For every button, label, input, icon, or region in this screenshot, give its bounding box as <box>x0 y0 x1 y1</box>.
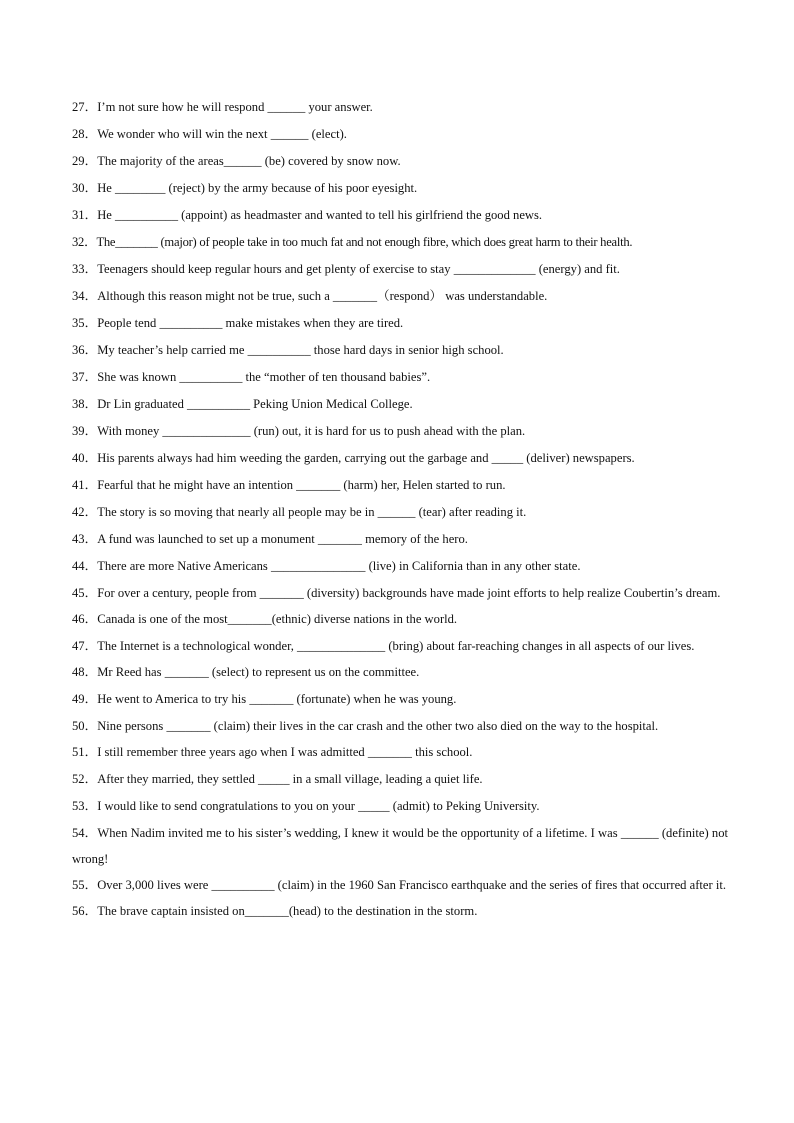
question-56 <box>72 898 728 925</box>
question-number: 32． <box>72 235 97 249</box>
question-number: 30． <box>72 181 98 195</box>
question-text: Mr Reed has _______ (select) to represent us on the committee. <box>97 665 420 679</box>
question-51 <box>72 739 728 766</box>
question-text: We wonder who will win the next ______ (elect). <box>97 127 347 141</box>
question-number: 43． <box>72 532 98 546</box>
question-number: 42． <box>72 505 98 519</box>
question-number: 38． <box>72 397 98 411</box>
question-text: I still remember three years ago when I was admitted _______ this school. <box>97 745 473 759</box>
question-number: 27． <box>72 100 98 114</box>
question-49 <box>72 686 728 713</box>
question-46 <box>72 606 728 633</box>
question-33 <box>72 256 728 283</box>
question-text: For over a century, people from _______ (diversity) backgrounds have made joint efforts to help realize Coubertin’s dream. <box>97 586 721 600</box>
question-number: 44． <box>72 559 98 573</box>
question-53 <box>72 793 728 820</box>
question-text: With money ______________ (run) out, it is hard for us to push ahead with the plan. <box>97 424 526 438</box>
question-38 <box>72 391 728 418</box>
question-number: 46． <box>72 612 98 626</box>
question-number: 51． <box>72 745 98 759</box>
worksheet-page <box>72 94 728 925</box>
question-54 <box>72 820 728 872</box>
question-text: Dr Lin graduated __________ Peking Union Medical College. <box>97 397 413 411</box>
question-number: 29． <box>72 154 98 168</box>
question-text: People tend __________ make mistakes when they are tired. <box>97 316 404 330</box>
question-number: 56． <box>72 904 98 918</box>
question-text: I’m not sure how he will respond ______ your answer. <box>97 100 373 114</box>
question-31 <box>72 202 728 229</box>
question-41 <box>72 472 728 499</box>
question-number: 37． <box>72 370 98 384</box>
question-number: 53． <box>72 799 98 813</box>
question-39 <box>72 418 728 445</box>
question-number: 31． <box>72 208 98 222</box>
question-text: The majority of the areas______ (be) covered by snow now. <box>97 154 401 168</box>
question-number: 34． <box>72 289 98 303</box>
question-number: 47． <box>72 639 98 653</box>
question-text: After they married, they settled _____ in a small village, leading a quiet life. <box>97 772 483 786</box>
question-number: 54． <box>72 826 98 840</box>
question-45 <box>72 580 728 606</box>
question-text: The brave captain insisted on_______(head) to the destination in the storm. <box>97 904 478 918</box>
question-text: A fund was launched to set up a monument _______ memory of the hero. <box>97 532 468 546</box>
question-number: 50． <box>72 719 98 733</box>
question-number: 28． <box>72 127 98 141</box>
question-text: The Internet is a technological wonder, ______________ (bring) about far-reaching changes in all aspects of our lives. <box>97 639 695 653</box>
question-47 <box>72 633 728 659</box>
question-number: 41． <box>72 478 98 492</box>
question-48 <box>72 659 728 686</box>
question-number: 49． <box>72 692 98 706</box>
question-text: He ________ (reject) by the army because of his poor eyesight. <box>97 181 418 195</box>
question-28 <box>72 121 728 148</box>
question-42 <box>72 499 728 526</box>
question-text: I would like to send congratulations to you on your _____ (admit) to Peking University. <box>97 799 540 813</box>
question-40 <box>72 445 728 472</box>
question-44 <box>72 553 728 580</box>
question-text: The story is so moving that nearly all people may be in ______ (tear) after reading it. <box>97 505 527 519</box>
question-text: He went to America to try his _______ (fortunate) when he was young. <box>97 692 457 706</box>
question-text: Teenagers should keep regular hours and get plenty of exercise to stay _____________ (energy) and fit. <box>97 262 620 276</box>
question-text: The_______ (major) of people take in too much fat and not enough fibre, which does great harm to their health. <box>96 235 633 249</box>
question-number: 48． <box>72 665 98 679</box>
question-text: Over 3,000 lives were __________ (claim) in the 1960 San Francisco earthquake and the series of fires that occurred after it. <box>97 878 726 892</box>
question-50 <box>72 713 728 739</box>
question-52 <box>72 766 728 793</box>
question-27 <box>72 94 728 121</box>
question-43 <box>72 526 728 553</box>
question-text: Fearful that he might have an intention _______ (harm) her, Helen started to run. <box>97 478 506 492</box>
question-30 <box>72 175 728 202</box>
question-29 <box>72 148 728 175</box>
question-number: 33． <box>72 262 98 276</box>
question-number: 35． <box>72 316 98 330</box>
question-55 <box>72 872 728 898</box>
question-37 <box>72 364 728 391</box>
question-text: My teacher’s help carried me __________ those hard days in senior high school. <box>97 343 504 357</box>
question-32 <box>72 229 728 256</box>
question-text: Canada is one of the most_______(ethnic) diverse nations in the world. <box>97 612 458 626</box>
question-number: 36． <box>72 343 98 357</box>
question-text: Nine persons _______ (claim) their lives in the car crash and the other two also died on the way to the hospital. <box>97 719 659 733</box>
question-34 <box>72 283 728 310</box>
question-text: When Nadim invited me to his sister’s wedding, I knew it would be the opportunity of a lifetime. I was ______ (definite) not wrong! <box>72 826 728 866</box>
question-number: 40． <box>72 451 98 465</box>
question-text: There are more Native Americans _______________ (live) in California than in any other state. <box>97 559 581 573</box>
question-number: 52． <box>72 772 98 786</box>
question-text: He __________ (appoint) as headmaster and wanted to tell his girlfriend the good news. <box>97 208 543 222</box>
question-36 <box>72 337 728 364</box>
question-number: 45． <box>72 586 98 600</box>
question-number: 39． <box>72 424 98 438</box>
question-35 <box>72 310 728 337</box>
question-text: She was known __________ the “mother of ten thousand babies”. <box>97 370 431 384</box>
question-number: 55． <box>72 878 98 892</box>
question-text: Although this reason might not be true, such a _______（respond） was understandable. <box>97 289 548 303</box>
question-text: His parents always had him weeding the garden, carrying out the garbage and _____ (deliver) newspapers. <box>97 451 635 465</box>
